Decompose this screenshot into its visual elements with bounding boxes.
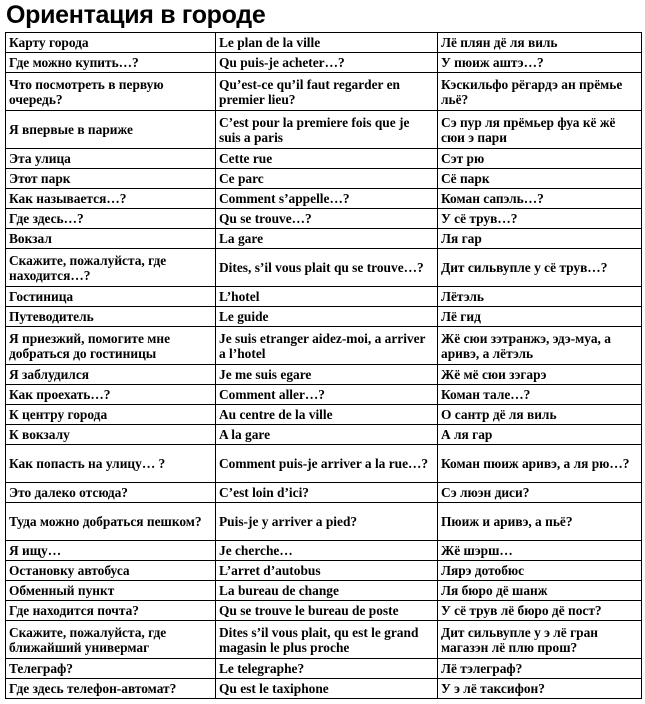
table-row bbox=[6, 621, 642, 659]
french-phrase-cell: L’arret d’autobus bbox=[216, 561, 438, 581]
transcription-cell: Сэт рю bbox=[438, 149, 642, 169]
transcription-cell: У э лё таксифон? bbox=[438, 679, 642, 699]
french-phrase-cell: Comment aller…? bbox=[216, 385, 438, 405]
french-phrase-cell: Qu puis-je acheter…? bbox=[216, 53, 438, 73]
russian-phrase-cell: Эта улица bbox=[6, 149, 216, 169]
table-row bbox=[6, 503, 642, 541]
french-phrase-cell: Le plan de la ville bbox=[216, 33, 438, 53]
transcription-cell: Жё шэрш… bbox=[438, 541, 642, 561]
page-title: Ориентация в городе bbox=[6, 1, 266, 29]
russian-phrase-cell: Гостиница bbox=[6, 287, 216, 307]
transcription-cell: У пюиж аштэ…? bbox=[438, 53, 642, 73]
transcription-cell: Дит сильвупле у сё трув…? bbox=[438, 249, 642, 287]
russian-phrase-cell: К центру города bbox=[6, 405, 216, 425]
french-phrase-cell: Dites, s’il vous plait qu se trouve…? bbox=[216, 249, 438, 287]
table-row bbox=[6, 73, 642, 111]
phrasebook-rows bbox=[6, 33, 642, 699]
russian-phrase-cell: Я впервые в париже bbox=[6, 111, 216, 149]
table-row bbox=[6, 581, 642, 601]
transcription-cell: Лётэль bbox=[438, 287, 642, 307]
russian-phrase-cell: К вокзалу bbox=[6, 425, 216, 445]
table-row bbox=[6, 483, 642, 503]
transcription-cell: Лё плян дё ля виль bbox=[438, 33, 642, 53]
transcription-cell: Жё сюи зэтранжэ, эдэ-муа, а аривэ, а лётэль bbox=[438, 327, 642, 365]
transcription-cell: У сё трув…? bbox=[438, 209, 642, 229]
french-phrase-cell: Ce parc bbox=[216, 169, 438, 189]
french-phrase-cell: Je cherche… bbox=[216, 541, 438, 561]
table-row bbox=[6, 679, 642, 699]
russian-phrase-cell: Обменный пункт bbox=[6, 581, 216, 601]
transcription-cell: Дит сильвупле у э лё гран магазэн лё плю прош? bbox=[438, 621, 642, 659]
russian-phrase-cell: Где можно купить…? bbox=[6, 53, 216, 73]
table-row bbox=[6, 169, 642, 189]
transcription-cell: Пюиж и аривэ, а пьё? bbox=[438, 503, 642, 541]
transcription-cell: Лё гид bbox=[438, 307, 642, 327]
table-row bbox=[6, 209, 642, 229]
table-row bbox=[6, 249, 642, 287]
table-row bbox=[6, 287, 642, 307]
russian-phrase-cell: Скажите, пожалуйста, где ближайший универмаг bbox=[6, 621, 216, 659]
table-row bbox=[6, 327, 642, 365]
russian-phrase-cell: Где находится почта? bbox=[6, 601, 216, 621]
transcription-cell: О сантр дё ля виль bbox=[438, 405, 642, 425]
table-row bbox=[6, 53, 642, 73]
transcription-cell: Сэ пур ля прёмьер фуа кё жё сюи э пари bbox=[438, 111, 642, 149]
russian-phrase-cell: Это далеко отсюда? bbox=[6, 483, 216, 503]
transcription-cell: Лярэ дотобюс bbox=[438, 561, 642, 581]
french-phrase-cell: Qu est le taxiphone bbox=[216, 679, 438, 699]
russian-phrase-cell: Остановку автобуса bbox=[6, 561, 216, 581]
transcription-cell: Лё тэлеграф? bbox=[438, 659, 642, 679]
french-phrase-cell: Comment s’appelle…? bbox=[216, 189, 438, 209]
transcription-cell: Сэ люэн диси? bbox=[438, 483, 642, 503]
russian-phrase-cell: Я приезжий, помогите мне добраться до гостиницы bbox=[6, 327, 216, 365]
french-phrase-cell: Dites s’il vous plait, qu est le grand magasin le plus proche bbox=[216, 621, 438, 659]
table-row bbox=[6, 425, 642, 445]
transcription-cell: Коман тале…? bbox=[438, 385, 642, 405]
french-phrase-cell: L’hotel bbox=[216, 287, 438, 307]
table-row bbox=[6, 445, 642, 483]
transcription-cell: Ля гар bbox=[438, 229, 642, 249]
french-phrase-cell: Cette rue bbox=[216, 149, 438, 169]
russian-phrase-cell: Где здесь…? bbox=[6, 209, 216, 229]
transcription-cell: Коман сапэль…? bbox=[438, 189, 642, 209]
table-row bbox=[6, 601, 642, 621]
russian-phrase-cell: Что посмотреть в первую очередь? bbox=[6, 73, 216, 111]
russian-phrase-cell: Телеграф? bbox=[6, 659, 216, 679]
transcription-cell: Коман пюиж аривэ, а ля рю…? bbox=[438, 445, 642, 483]
russian-phrase-cell: Я ищу… bbox=[6, 541, 216, 561]
table-row bbox=[6, 365, 642, 385]
french-phrase-cell: Au centre de la ville bbox=[216, 405, 438, 425]
transcription-cell: У сё трув лё бюро дё пост? bbox=[438, 601, 642, 621]
french-phrase-cell: Comment puis-je arriver a la rue…? bbox=[216, 445, 438, 483]
russian-phrase-cell: Как попасть на улицу… ? bbox=[6, 445, 216, 483]
russian-phrase-cell: Карту города bbox=[6, 33, 216, 53]
russian-phrase-cell: Скажите, пожалуйста, где находится…? bbox=[6, 249, 216, 287]
table-row bbox=[6, 405, 642, 425]
french-phrase-cell: C’est pour la premiere fois que je suis a paris bbox=[216, 111, 438, 149]
french-phrase-cell: La bureau de change bbox=[216, 581, 438, 601]
table-row bbox=[6, 111, 642, 149]
table-row bbox=[6, 307, 642, 327]
transcription-cell: Сё парк bbox=[438, 169, 642, 189]
french-phrase-cell: C’est loin d’ici? bbox=[216, 483, 438, 503]
russian-phrase-cell: Путеводитель bbox=[6, 307, 216, 327]
transcription-cell: Жё мё сюи зэгарэ bbox=[438, 365, 642, 385]
phrasebook-table bbox=[5, 32, 642, 699]
table-row bbox=[6, 189, 642, 209]
french-phrase-cell: Qu se trouve le bureau de poste bbox=[216, 601, 438, 621]
russian-phrase-cell: Как называется…? bbox=[6, 189, 216, 209]
french-phrase-cell: La gare bbox=[216, 229, 438, 249]
french-phrase-cell: Je suis etranger aidez-moi, a arriver a l’hotel bbox=[216, 327, 438, 365]
table-row bbox=[6, 659, 642, 679]
table-row bbox=[6, 33, 642, 53]
french-phrase-cell: Je me suis egare bbox=[216, 365, 438, 385]
french-phrase-cell: Le telegraphe? bbox=[216, 659, 438, 679]
table-row bbox=[6, 561, 642, 581]
russian-phrase-cell: Этот парк bbox=[6, 169, 216, 189]
french-phrase-cell: Qu’est-ce qu’il faut regarder en premier lieu? bbox=[216, 73, 438, 111]
transcription-cell: Ля бюро дё шанж bbox=[438, 581, 642, 601]
table-row bbox=[6, 541, 642, 561]
russian-phrase-cell: Туда можно добраться пешком? bbox=[6, 503, 216, 541]
table-row bbox=[6, 385, 642, 405]
french-phrase-cell: A la gare bbox=[216, 425, 438, 445]
russian-phrase-cell: Я заблудился bbox=[6, 365, 216, 385]
transcription-cell: А ля гар bbox=[438, 425, 642, 445]
table-row bbox=[6, 149, 642, 169]
french-phrase-cell: Qu se trouve…? bbox=[216, 209, 438, 229]
russian-phrase-cell: Как проехать…? bbox=[6, 385, 216, 405]
table-row bbox=[6, 229, 642, 249]
russian-phrase-cell: Вокзал bbox=[6, 229, 216, 249]
transcription-cell: Кэскильфо рёгардэ ан прёмье льё? bbox=[438, 73, 642, 111]
russian-phrase-cell: Где здесь телефон-автомат? bbox=[6, 679, 216, 699]
french-phrase-cell: Puis-je y arriver a pied? bbox=[216, 503, 438, 541]
french-phrase-cell: Le guide bbox=[216, 307, 438, 327]
